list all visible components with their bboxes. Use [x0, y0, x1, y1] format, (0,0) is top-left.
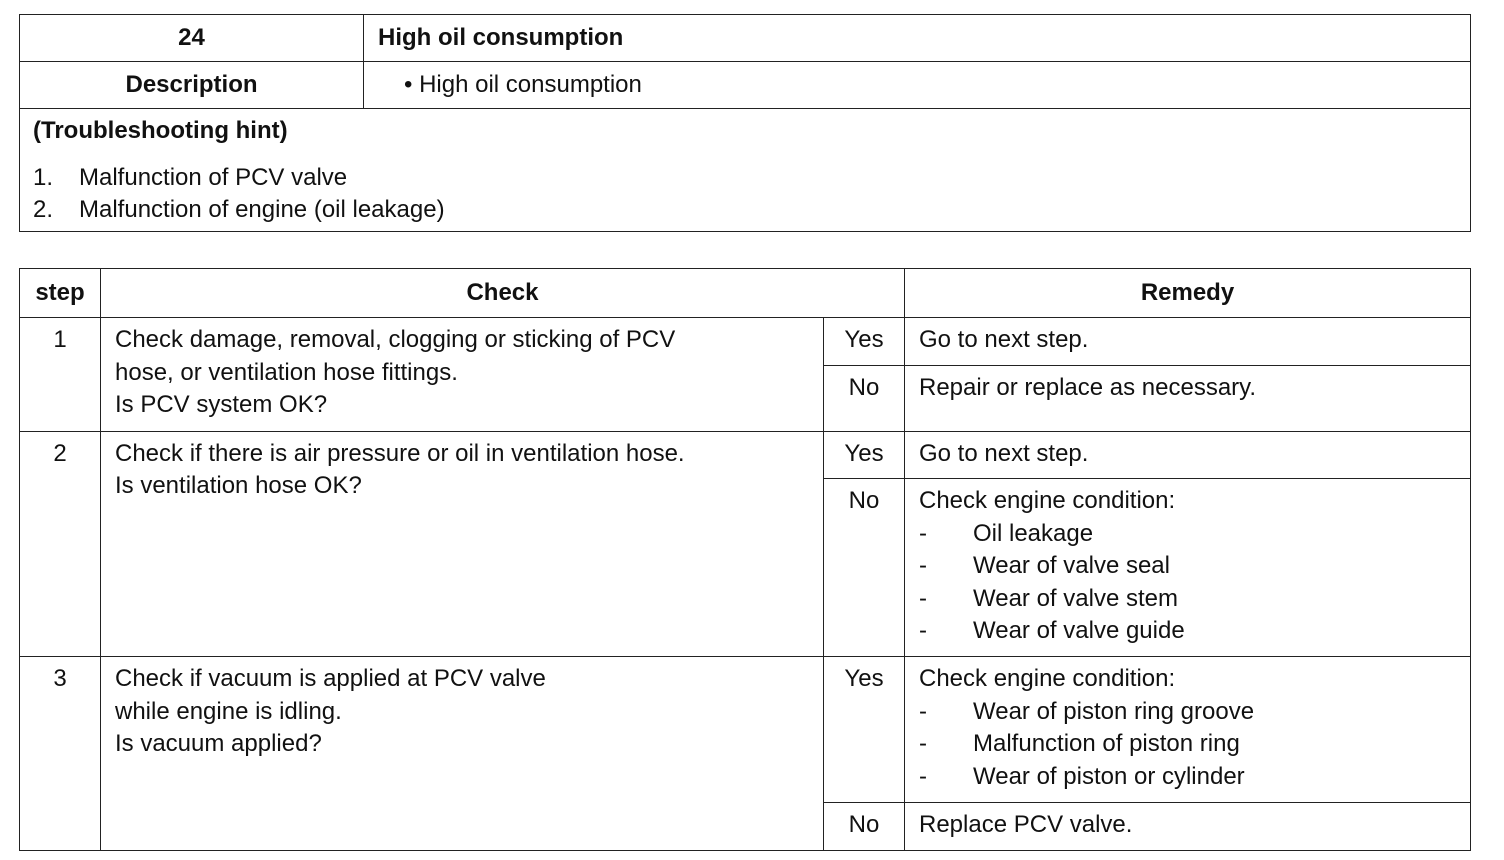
no-label: No — [824, 479, 905, 657]
no-label: No — [824, 365, 905, 431]
check-line: while engine is idling. — [115, 697, 342, 725]
procedure-number: 24 — [20, 15, 364, 62]
remedy-item — [919, 615, 1462, 648]
dash: - — [919, 584, 927, 612]
hint-heading: (Troubleshooting hint) — [33, 117, 288, 144]
troubleshooting-hint — [20, 109, 1471, 232]
remedy-item-text: Wear of valve stem — [973, 584, 1178, 612]
hint-item-text: Malfunction of engine (oil leakage) — [79, 196, 445, 223]
yes-label: Yes — [824, 318, 905, 366]
step-number: 2 — [20, 431, 101, 657]
column-step: step — [20, 269, 101, 318]
column-check: Check — [101, 269, 905, 318]
check-line: Is ventilation hose OK? — [115, 472, 362, 499]
table-row — [20, 431, 1471, 479]
remedy-item — [919, 728, 1462, 761]
remedy-item-text: Wear of piston or cylinder — [973, 762, 1245, 790]
dash: - — [919, 552, 927, 579]
header-row — [20, 15, 1471, 62]
check-line: Check if there is air pressure or oil in ventilation hose. — [115, 439, 685, 467]
dash: - — [919, 697, 927, 725]
no-label: No — [824, 803, 905, 851]
yes-remedy — [905, 657, 1471, 803]
table-row — [20, 657, 1471, 803]
remedy-item-text: Wear of valve guide — [973, 617, 1185, 644]
check-line: Check if vacuum is applied at PCV valve — [115, 665, 546, 692]
step-check — [101, 431, 824, 657]
hint-item-text: Malfunction of PCV valve — [79, 163, 348, 191]
remedy-item-text: Oil leakage — [973, 519, 1094, 547]
description-value: • High oil consumption — [364, 62, 1471, 109]
no-remedy: Replace PCV valve. — [905, 803, 1471, 851]
yes-remedy: Go to next step. — [905, 318, 1471, 366]
no-remedy: Repair or replace as necessary. — [905, 365, 1471, 431]
remedy-heading: Check engine condition: — [919, 487, 1176, 514]
remedy-item-text: Malfunction of piston ring — [973, 730, 1240, 757]
hint-item-number: 2. — [33, 196, 54, 223]
dash: - — [919, 762, 927, 790]
steps-table — [19, 268, 1471, 851]
remedy-heading: Check engine condition: — [919, 665, 1176, 692]
check-line: hose, or ventilation hose fittings. — [115, 358, 458, 386]
hint-item-number: 1. — [33, 163, 54, 191]
info-table — [19, 14, 1471, 232]
check-line: Is vacuum applied? — [115, 730, 322, 757]
step-number: 3 — [20, 657, 101, 851]
hint-row — [20, 109, 1471, 232]
hint-item — [33, 162, 1460, 195]
hint-item — [33, 194, 1460, 227]
step-check — [101, 657, 824, 851]
description-label: Description — [20, 62, 364, 109]
remedy-item — [919, 761, 1462, 794]
remedy-item — [919, 550, 1462, 583]
table-row — [20, 318, 1471, 366]
no-remedy — [905, 479, 1471, 657]
check-line: Check damage, removal, clogging or sticking of PCV — [115, 326, 676, 353]
remedy-item — [919, 583, 1462, 616]
yes-label: Yes — [824, 431, 905, 479]
dash: - — [919, 617, 927, 644]
dash: - — [919, 730, 927, 757]
yes-label: Yes — [824, 657, 905, 803]
description-row — [20, 62, 1471, 109]
dash: - — [919, 519, 927, 547]
remedy-item-text: Wear of piston ring groove — [973, 697, 1255, 725]
remedy-item — [919, 696, 1462, 729]
step-number: 1 — [20, 318, 101, 432]
check-line: Is PCV system OK? — [115, 391, 328, 418]
remedy-item — [919, 518, 1462, 551]
column-remedy: Remedy — [905, 269, 1471, 318]
steps-header-row — [20, 269, 1471, 318]
remedy-item-text: Wear of valve seal — [973, 552, 1170, 579]
yes-remedy: Go to next step. — [905, 431, 1471, 479]
step-check — [101, 318, 824, 432]
procedure-title: High oil consumption — [364, 15, 1471, 62]
